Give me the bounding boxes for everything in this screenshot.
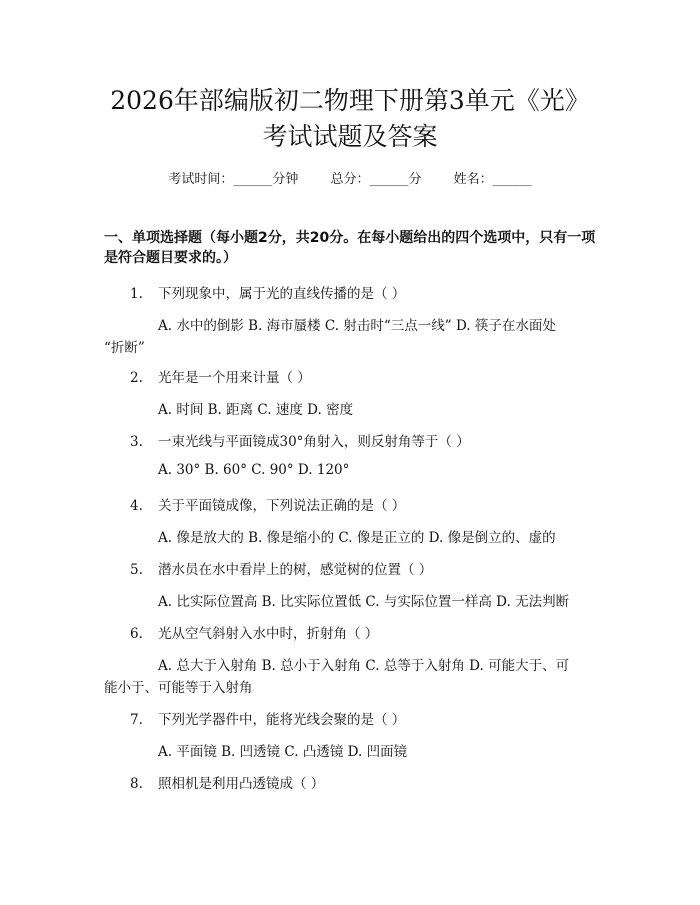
- question-number: 1.: [130, 286, 143, 302]
- question-4: [130, 494, 405, 514]
- question-stem: 照相机是利用凸透镜成（ ）: [158, 776, 325, 792]
- section-heading-line1: 一、单项选择题（每小题2分，共20分。在每小题给出的四个选项中，只有一项: [104, 230, 596, 246]
- question-6-options: A. 总大于入射角 B. 总小于入射角 C. 总等于入射角 D. 可能大于、可: [158, 658, 570, 674]
- question-5: [130, 558, 432, 578]
- question-number: 5.: [130, 562, 143, 578]
- question-stem: 关于平面镜成像，下列说法正确的是（ ）: [158, 498, 406, 514]
- question-stem: 下列光学器件中，能将光线会聚的是（ ）: [158, 712, 406, 728]
- question-1-options: A. 水中的倒影 B. 海市蜃楼 C. 射击时“三点一线” D. 筷子在水面处: [158, 318, 556, 334]
- question-stem: 光年是一个用来计量（ ）: [158, 370, 311, 386]
- question-3-options: A. 30° B. 60° C. 90° D. 120°: [158, 462, 350, 478]
- question-6: [130, 622, 378, 642]
- question-1: [130, 282, 405, 302]
- question-7: [130, 708, 405, 728]
- question-4-options: A. 像是放大的 B. 像是缩小的 C. 像是正立的 D. 像是倒立的、虚的: [158, 530, 556, 546]
- question-number: 6.: [130, 626, 143, 642]
- question-8: [130, 772, 324, 792]
- exam-meta: [0, 168, 700, 187]
- page-title-line2: 考试试题及答案: [262, 122, 438, 151]
- question-number: 7.: [130, 712, 143, 728]
- question-number: 4.: [130, 498, 143, 514]
- question-2-options: A. 时间 B. 距离 C. 速度 D. 密度: [158, 402, 354, 418]
- question-2: [130, 366, 311, 386]
- question-number: 8.: [130, 776, 143, 792]
- question-7-options: A. 平面镜 B. 凹透镜 C. 凸透镜 D. 凹面镜: [158, 744, 408, 760]
- section-heading-line2: 是符合题目要求的。）: [104, 250, 237, 266]
- question-5-options: A. 比实际位置高 B. 比实际位置低 C. 与实际位置一样高 D. 无法判断: [158, 594, 570, 610]
- question-1-options-cont: “折断”: [104, 340, 145, 356]
- question-number: 2.: [130, 370, 143, 386]
- question-stem: 潜水员在水中看岸上的树，感觉树的位置（ ）: [158, 562, 433, 578]
- exam-time: 考试时间：______分钟: [168, 172, 299, 187]
- page-title-line1: 2026年部编版初二物理下册第3单元《光》: [110, 86, 590, 115]
- question-3: [130, 430, 470, 450]
- question-stem: 一束光线与平面镜成30°角射入，则反射角等于（ ）: [158, 434, 470, 450]
- question-6-options-cont: 能小于、可能等于入射角: [104, 680, 253, 696]
- question-stem: 光从空气斜射入水中时，折射角（ ）: [158, 626, 379, 642]
- section-heading: [104, 228, 604, 268]
- student-name: 姓名：______: [453, 172, 532, 187]
- exam-score: 总分：______分: [330, 172, 422, 187]
- question-number: 3.: [130, 434, 143, 450]
- question-stem: 下列现象中，属于光的直线传播的是（ ）: [158, 286, 406, 302]
